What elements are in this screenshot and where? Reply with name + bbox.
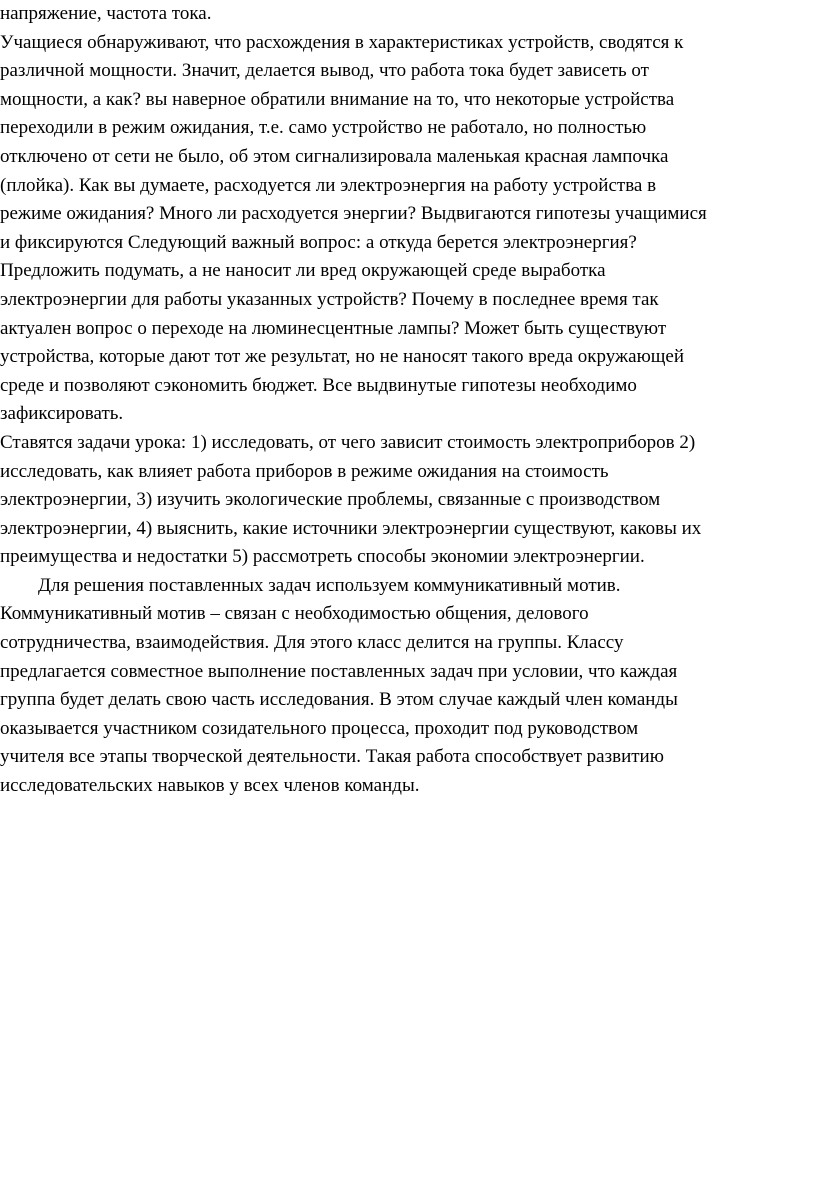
text-line: Предложить подумать, а не наносит ли вред окружающей среде выработка [0, 260, 606, 282]
text-line: (плойка). Как вы думаете, расходуется ли электроэнергия на работу устройства в [0, 174, 657, 196]
text-line: переходили в режим ожидания, т.е. само устройство не работало, но полностью [0, 117, 647, 139]
text-line: Для решения поставленных задач используем коммуникативный мотив. [38, 574, 621, 596]
text-line: отключено от сети не было, об этом сигнализировала маленькая красная лампочка [0, 145, 669, 167]
text-line: электроэнергии, 4) выяснить, какие источники электроэнергии существуют, каковы их [0, 517, 702, 539]
text-line: группа будет делать свою часть исследования. В этом случае каждый член команды [0, 689, 678, 711]
text-line: предлагается совместное выполнение поставленных задач при условии, что каждая [0, 660, 678, 682]
text-line: Учащиеся обнаруживают, что расхождения в характеристиках устройств, сводятся к [0, 31, 684, 53]
text-line: устройства, которые дают тот же результат, но не наносят такого вреда окружающей [0, 346, 685, 368]
text-line: оказывается участником созидательного процесса, проходит под руководством [0, 717, 639, 739]
text-line: электроэнергии, 3) изучить экологические проблемы, связанные с производством [0, 489, 661, 511]
text-line: и фиксируются Следующий важный вопрос: а откуда берется электроэнергия? [0, 231, 637, 253]
text-line: Ставятся задачи урока: 1) исследовать, от чего зависит стоимость электроприборов 2) [0, 431, 696, 453]
text-line: актуален вопрос о переходе на люминесцентные лампы? Может быть существуют [0, 317, 667, 339]
text-line: исследовательских навыков у всех членов команды. [0, 775, 420, 797]
text-line: среде и позволяют сэкономить бюджет. Все выдвинутые гипотезы необходимо [0, 374, 637, 396]
text-line: режиме ожидания? Много ли расходуется энергии? Выдвигаются гипотезы учащимися [0, 203, 707, 225]
text-line: учителя все этапы творческой деятельности. Такая работа способствует развитию [0, 746, 664, 768]
text-line: напряжение, частота тока. [0, 3, 212, 24]
text-line: Коммуникативный мотив – связан с необходимостью общения, делового [0, 603, 589, 625]
text-line: исследовать, как влияет работа приборов в режиме ожидания на стоимость [0, 460, 609, 482]
text-line: зафиксировать. [0, 403, 124, 425]
text-line: сотрудничества, взаимодействия. Для этого класс делится на группы. Классу [0, 632, 624, 654]
text-line: электроэнергии для работы указанных устройств? Почему в последнее время так [0, 288, 659, 310]
text-line: мощности, а как? вы наверное обратили внимание на то, что некоторые устройства [0, 88, 675, 110]
text-line: различной мощности. Значит, делается вывод, что работа тока будет зависеть от [0, 60, 649, 82]
text-line: преимущества и недостатки 5) рассмотреть способы экономии электроэнергии. [0, 546, 645, 568]
